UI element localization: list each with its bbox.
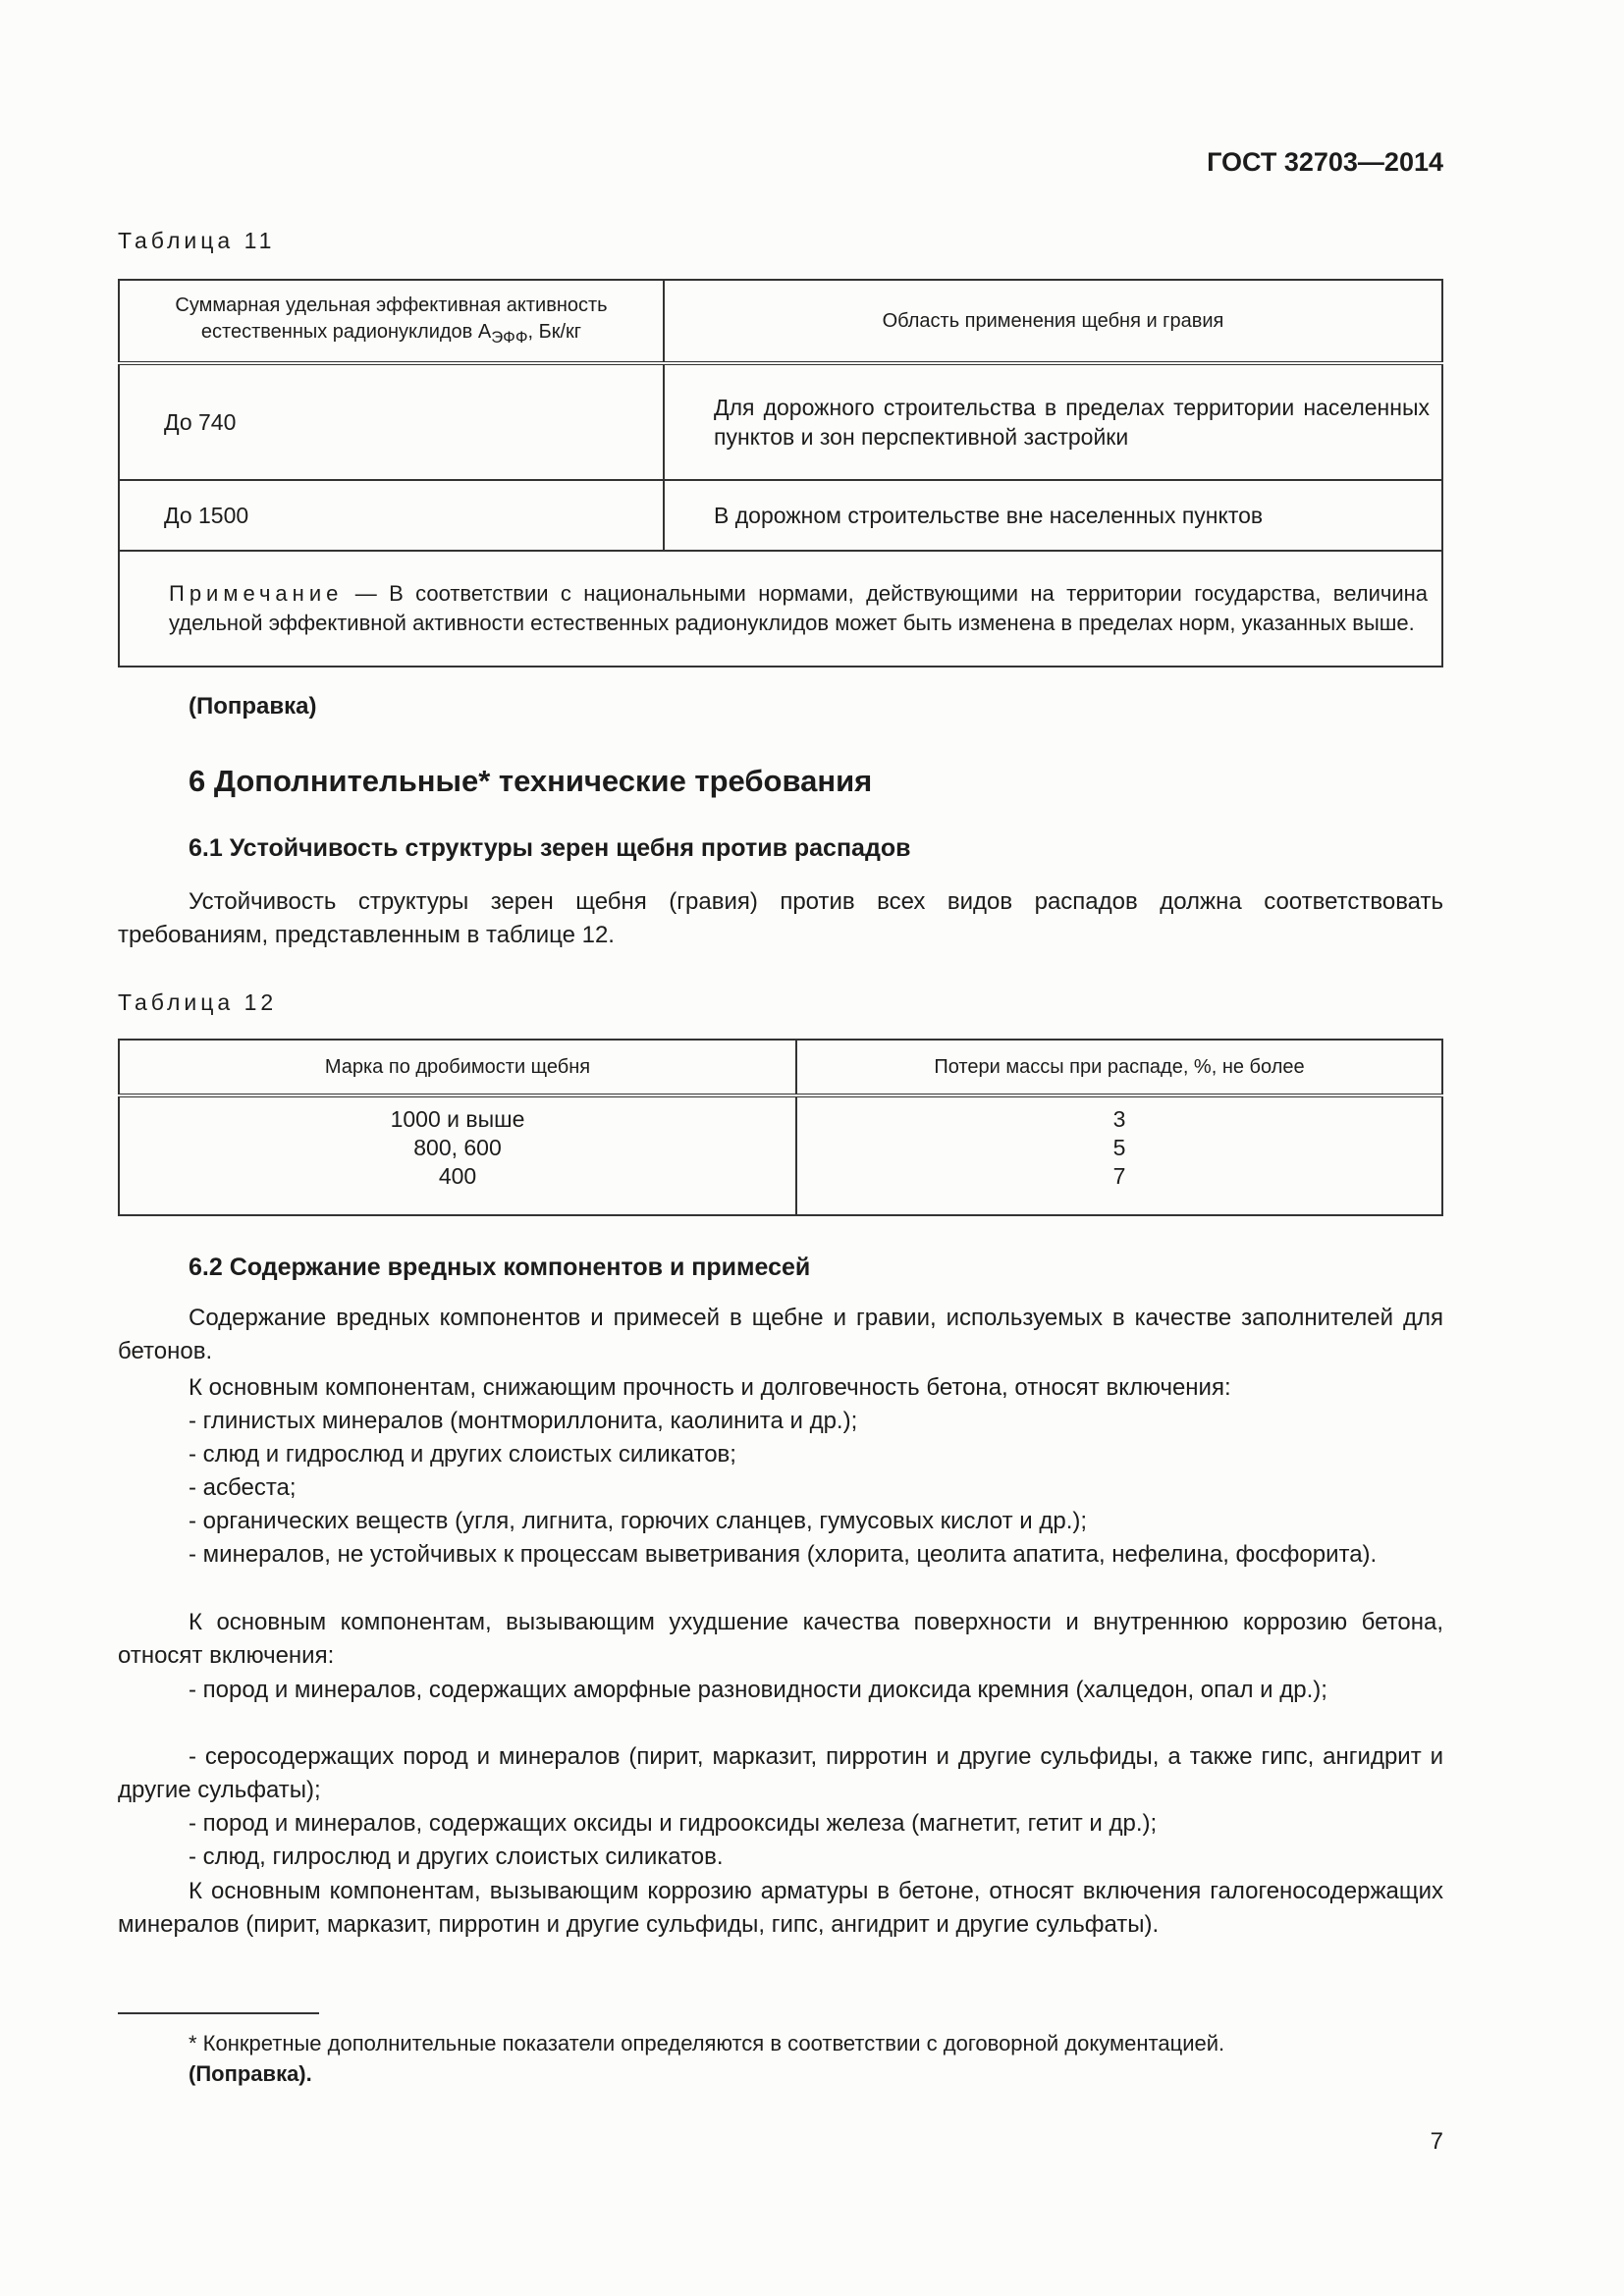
section-6-heading: 6 Дополнительные* технические требования bbox=[189, 764, 873, 798]
loss-value: 7 bbox=[1112, 1163, 1126, 1189]
table-row bbox=[119, 480, 1442, 551]
note-text: — В соответствии с национальными нормами, действующими на территории государства, величина удельной эффективной активности естественных радионуклидов может быть изменена в пределах норм, указанных выше. bbox=[169, 581, 1428, 635]
section-6-1-text: Устойчивость структуры зерен щебня (гравия) против всех видов распадов должна соответствовать требованиям, представленным в таблице 12. bbox=[118, 888, 1443, 948]
section-6-2-intro: Содержание вредных компонентов и примесей в щебне и гравии, используемых в качестве заполнителей для бетонов. bbox=[118, 1305, 1443, 1364]
list-item: - слюд, гилрослюд и других слоистых силикатов. bbox=[189, 1843, 724, 1870]
table-11-col1-header: Суммарная удельная эффективная активность естественных радионуклидов $A_{ЭФФ}$, Бк/кг bbox=[119, 280, 664, 363]
application-area: Для дорожного строительства в пределах территории населенных пунктов и зон перспективной застройки bbox=[664, 363, 1442, 480]
table-row bbox=[119, 363, 1442, 480]
grade-cell bbox=[119, 1095, 796, 1215]
activity-value: До 1500 bbox=[119, 480, 664, 551]
table-12-col1-header: Марка по дробимости щебня bbox=[119, 1040, 796, 1095]
activity-value: До 740 bbox=[119, 363, 664, 480]
list-item: - асбеста; bbox=[189, 1474, 297, 1501]
table-11-col2-header: Область применения щебня и гравия bbox=[664, 280, 1442, 363]
table-12-col2-header: Потери массы при распаде, %, не более bbox=[796, 1040, 1442, 1095]
table-11 bbox=[118, 279, 1443, 667]
footnote-correction: (Поправка). bbox=[189, 2061, 312, 2086]
footnote-text: * Конкретные дополнительные показатели определяются в соответствии с договорной документацией. bbox=[189, 2031, 1225, 2056]
list-item: - глинистых минералов (монтмориллонита, каолинита и др.); bbox=[189, 1408, 858, 1434]
table-12-caption: Таблица 12 bbox=[118, 989, 278, 1015]
table-11-caption: Таблица 11 bbox=[118, 228, 276, 253]
loss-value: 3 bbox=[1112, 1106, 1126, 1132]
table-note-row bbox=[119, 551, 1442, 667]
table-11-note bbox=[119, 551, 1442, 667]
list-item: - серосодержащих пород и минералов (пирит, марказит, пирротин и другие сульфиды, а также гипс, ангидрит и другие сульфаты); bbox=[118, 1743, 1443, 1803]
correction-note: (Поправка) bbox=[189, 693, 317, 720]
application-area: В дорожном строительстве вне населенных пунктов bbox=[664, 480, 1442, 551]
page-number: 7 bbox=[1430, 2128, 1443, 2155]
list-item: - минералов, не устойчивых к процессам выветривания (хлорита, цеолита апатита, нефелина, фосфорита). bbox=[189, 1541, 1378, 1568]
list-item: - органических веществ (угля, лигнита, горючих сланцев, гумусовых кислот и др.); bbox=[189, 1508, 1088, 1534]
list-item: - пород и минералов, содержащих аморфные разновидности диоксида кремния (халцедон, опал и др.); bbox=[189, 1677, 1327, 1703]
list-item: - пород и минералов, содержащих оксиды и гидрооксиды железа (магнетит, гетит и др.); bbox=[189, 1810, 1158, 1837]
table-row bbox=[119, 1095, 1442, 1215]
surface-lead: К основным компонентам, вызывающим ухудшение качества поверхности и внутреннюю коррозию бетона, относят включения: bbox=[118, 1609, 1443, 1669]
grade-value: 400 bbox=[438, 1163, 477, 1189]
section-6-1-heading: 6.1 Устойчивость структуры зерен щебня против распадов bbox=[189, 834, 911, 862]
strength-lead: К основным компонентам, снижающим прочность и долговечность бетона, относят включения: bbox=[189, 1374, 1231, 1401]
footnote-divider bbox=[118, 2012, 319, 2014]
table-12 bbox=[118, 1039, 1443, 1216]
list-item: - слюд и гидрослюд и других слоистых силикатов; bbox=[189, 1441, 736, 1468]
standard-designation: ГОСТ 32703—2014 bbox=[1207, 147, 1443, 177]
corrosion-paragraph: К основным компонентам, вызывающим коррозию арматуры в бетоне, относят включения галогеносодержащих минералов (пирит, марказит, пирротин и другие сульфиды, гипс, ангидрит и другие сульфаты). bbox=[118, 1878, 1443, 1938]
table-header-row bbox=[119, 280, 1442, 363]
grade-value: 1000 и выше bbox=[390, 1106, 525, 1132]
table-header-row bbox=[119, 1040, 1442, 1095]
note-label: Примечание bbox=[169, 581, 344, 606]
section-6-2-heading: 6.2 Содержание вредных компонентов и примесей bbox=[189, 1254, 811, 1281]
loss-cell bbox=[796, 1095, 1442, 1215]
grade-value: 800, 600 bbox=[413, 1135, 502, 1160]
loss-value: 5 bbox=[1112, 1135, 1126, 1160]
